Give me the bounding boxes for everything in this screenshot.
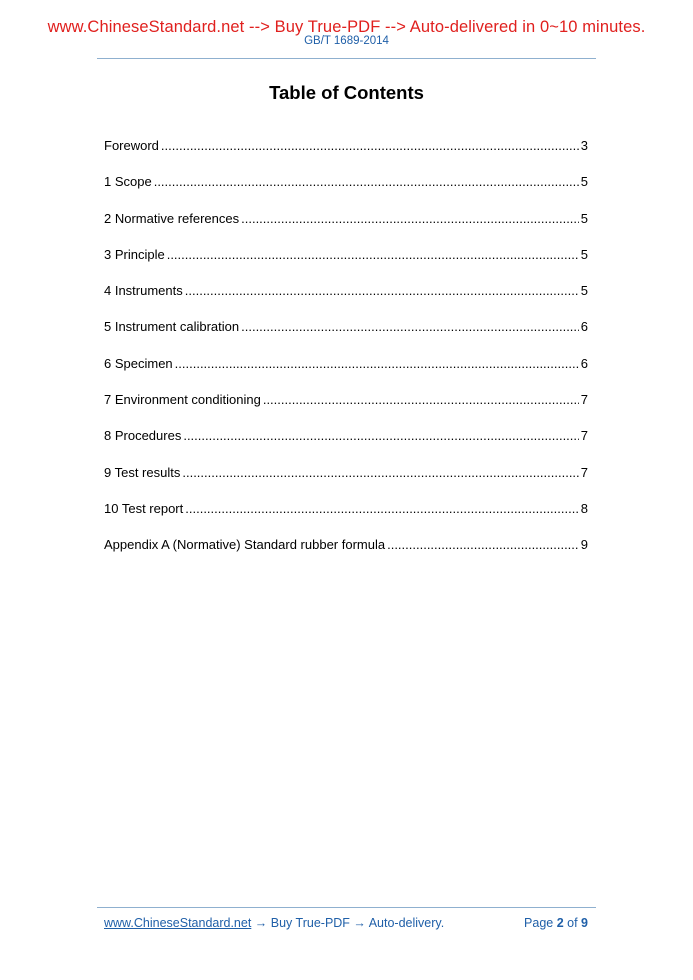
toc-entry-page: 6 [580,319,588,335]
toc-entry-page: 7 [580,392,588,408]
toc-entry-page: 5 [580,246,588,262]
toc-entry-page: 3 [580,138,588,153]
dot-leader [175,356,579,371]
toc-entry-appendix-a[interactable] [104,537,588,573]
toc-entry-label: 8 Procedures [104,428,182,444]
toc-entry-principle[interactable] [104,247,588,283]
footer-promo [104,916,444,930]
toc-entry-label: Appendix A (Normative) Standard rubber formula [104,537,386,553]
page-current: 2 [556,916,564,930]
dot-leader [167,247,579,262]
page-prefix: Page [524,916,557,930]
toc-entry-test-report[interactable] [104,501,588,537]
toc-entry-normative-references[interactable] [104,211,588,247]
toc-entry-label: 3 Principle [104,246,165,262]
dot-leader [263,392,579,407]
toc-entry-label: 5 Instrument calibration [104,319,240,335]
dot-leader [241,211,579,226]
dot-leader [154,174,579,189]
toc-entry-test-results[interactable] [104,465,588,501]
footer-promo-text: → Buy True-PDF → Auto-delivery. [251,916,445,930]
toc-entry-label: 7 Environment conditioning [104,392,261,408]
toc-list [104,138,588,574]
toc-entry-instrument-calibration[interactable] [104,319,588,355]
toc-entry-page: 7 [580,464,588,480]
toc-entry-label: 9 Test results [104,464,181,480]
toc-entry-label: 1 Scope [104,174,152,190]
dot-leader [185,501,579,516]
toc-entry-procedures[interactable] [104,428,588,464]
page-of: of [563,916,582,930]
toc-entry-foreword[interactable] [104,138,588,174]
toc-entry-scope[interactable] [104,174,588,210]
dot-leader [183,428,578,443]
toc-entry-page: 5 [580,283,588,299]
toc-entry-label: 10 Test report [104,500,184,516]
page-indicator [524,916,588,930]
page-total: 9 [581,916,588,930]
toc-entry-instruments[interactable] [104,283,588,319]
dot-leader [182,465,578,480]
toc-entry-page: 8 [580,500,588,516]
toc-entry-page: 5 [580,210,588,226]
promo-banner[interactable]: www.ChineseStandard.net --> Buy True-PDF --> Auto-delivered in 0~10 minutes. [47,18,646,36]
toc-entry-page: 6 [580,355,588,371]
page-footer [104,916,588,930]
dot-leader [387,537,579,552]
toc-entry-label: 6 Specimen [104,355,173,371]
toc-entry-label: 2 Normative references [104,210,240,226]
toc-entry-label: Foreword [104,138,159,153]
footer-divider [97,907,596,908]
dot-leader [185,283,579,298]
toc-entry-specimen[interactable] [104,356,588,392]
standard-code: GB/T 1689-2014 [304,35,389,47]
header-divider [97,58,596,59]
footer-site-link[interactable]: www.ChineseStandard.net [104,916,252,930]
toc-entry-page: 9 [580,537,588,553]
toc-entry-label: 4 Instruments [104,283,183,299]
toc-entry-environment-conditioning[interactable] [104,392,588,428]
dot-leader [241,319,579,334]
toc-title: Table of Contents [269,82,424,103]
toc-entry-page: 5 [580,174,588,190]
toc-entry-page: 7 [580,428,588,444]
dot-leader [161,138,579,153]
